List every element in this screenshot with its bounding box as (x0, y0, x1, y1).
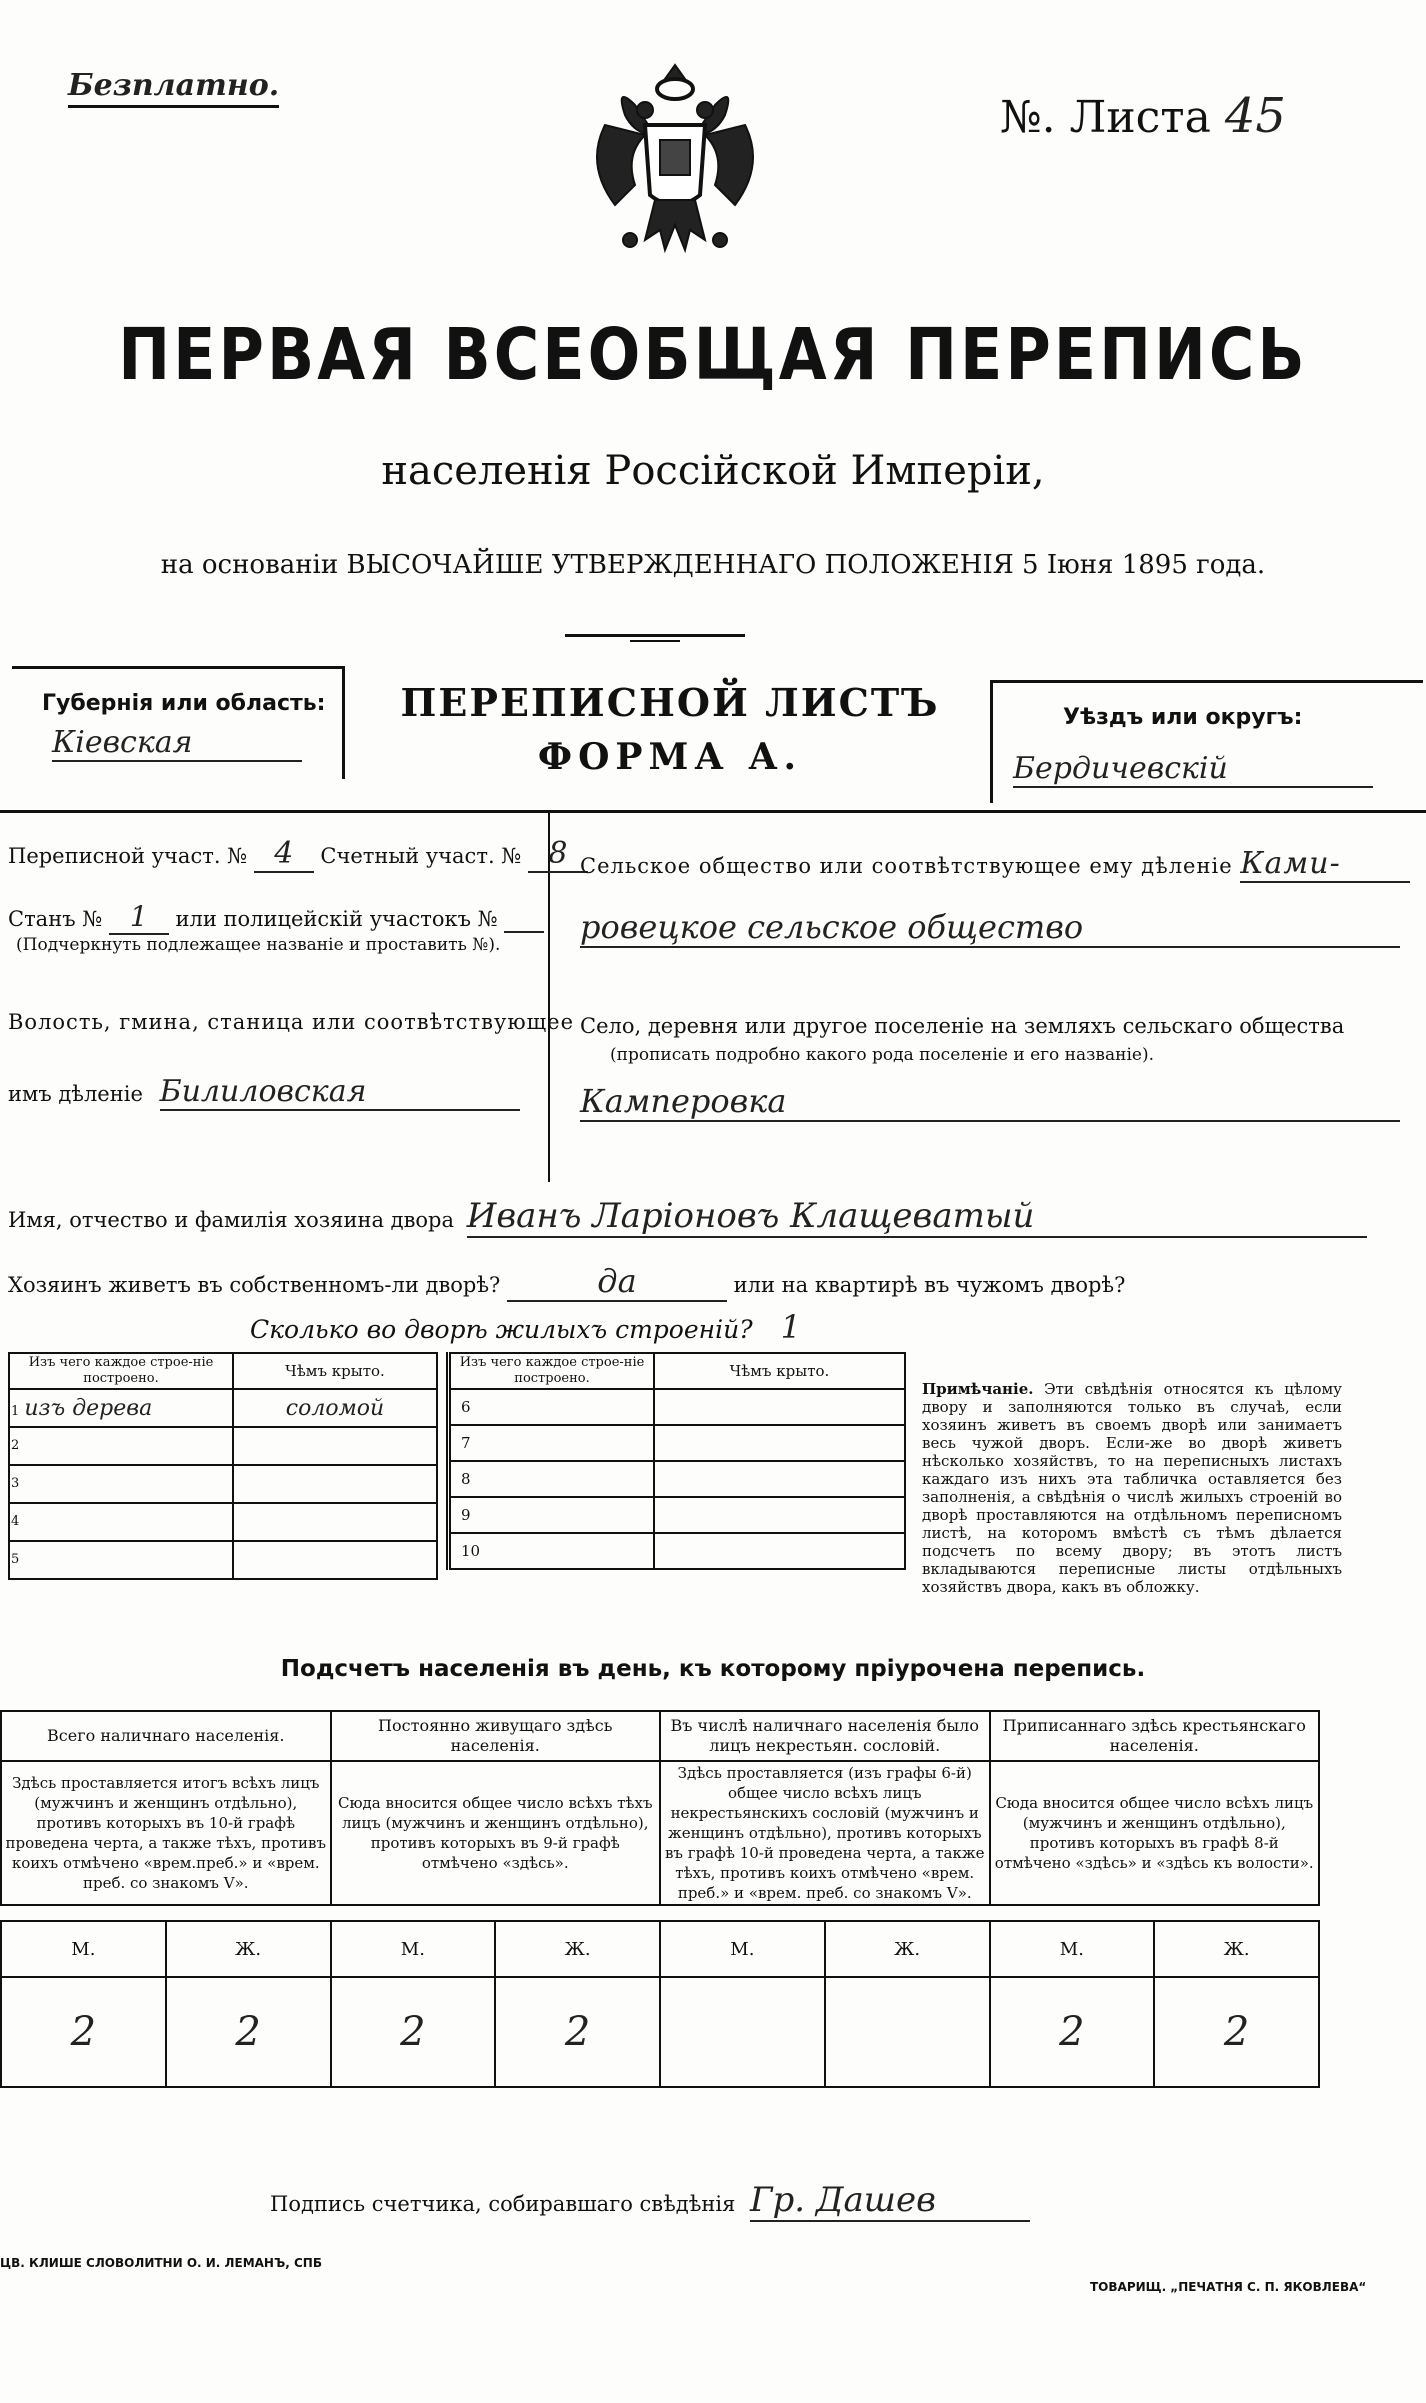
census-area-value: 4 (254, 836, 314, 873)
rent-label: или на квартирѣ въ чужомъ дворѣ? (733, 1273, 1126, 1297)
table-cell: 3 (9, 1465, 233, 1503)
society-value-1: Ками- (1240, 846, 1410, 883)
district-box (990, 680, 1423, 803)
male-label: М. (1, 1921, 166, 1977)
buildings-value: 1 (780, 1308, 801, 1346)
table-cell: соломой (233, 1389, 437, 1427)
stan-row (8, 900, 544, 935)
population-col-2-desc: Сюда вносится общее число всѣхъ тѣхъ лицъ (мужчинъ и женщинъ отдѣльно), противъ которыхъ въ 9-й графѣ отмѣчено «здѣсь». (331, 1761, 661, 1905)
table-cell (654, 1461, 905, 1497)
population-counts-table (0, 1920, 1320, 2088)
own-yard-value: да (507, 1262, 727, 1302)
roof-header: Чѣмъ крыто. (654, 1353, 905, 1389)
table-row (449, 1533, 906, 1569)
table-row (9, 1389, 437, 1427)
count-value: 2 (166, 1977, 331, 2087)
population-col-3-header: Въ числѣ наличнаго населенія было лицъ некрестьян. сословій. (660, 1711, 990, 1761)
table-cell: 1 изъ дерева (9, 1389, 233, 1427)
buildings-table-left (8, 1352, 438, 1580)
count-area-value: 8 (528, 836, 588, 873)
count-value (825, 1977, 990, 2087)
table-cell (233, 1503, 437, 1541)
census-area-row (8, 836, 588, 873)
table-cell: 7 (449, 1425, 655, 1461)
coat-of-arms-icon (575, 55, 775, 275)
table-cell: 10 (449, 1533, 655, 1569)
page-subtitle: населенія Россійской Имперіи, (381, 448, 1045, 494)
village-label: Село, деревня или другое поселеніе на земляхъ сельскаго общества (580, 1014, 1345, 1038)
male-label: М. (990, 1921, 1155, 1977)
table-cell (233, 1541, 437, 1579)
page-title: ПЕРВАЯ ВСЕОБЩАЯ ПЕРЕПИСЬ (118, 312, 1308, 397)
village-note: (прописать подробно какого рода поселеніе и его названіе). (610, 1045, 1154, 1065)
divider-short (630, 640, 680, 642)
population-col-4-header: Приписаннаго здѣсь крестьянскаго населенія. (990, 1711, 1320, 1761)
district-value: Бердичевскій (1013, 751, 1373, 788)
note-text: Эти свѣдѣнія относятся къ цѣлому двору и заполняются только въ случаѣ, если хозяинъ живетъ въ своемъ дворѣ или занимаетъ весь чужой дворъ. Если-же во дворѣ живетъ нѣсколько хозяйствъ, то на переписныхъ листахъ каждаго изъ нихъ эта табличка оставляется без заполненія, а свѣдѣнія о числѣ жилыхъ строеній во дворѣ проставляются на отдѣльномъ переписномъ листѣ, на которомъ вмѣстѣ съ тѣмъ дѣлается подсчетъ по всему двору; въ этотъ листъ вкладываются переписные листы отдѣльныхъ хозяйствъ двора, какъ въ обложку. (922, 1380, 1342, 1596)
footer-right: ТОВАРИЩ. „ПЕЧАТНЯ С. П. ЯКОВЛЕВА“ (1090, 2280, 1367, 2294)
signature-value: Гр. Дашев (750, 2180, 1030, 2222)
material-header: Изъ чего каждое строе-ніе построено. (9, 1353, 233, 1389)
divider (565, 634, 745, 637)
table-cell (654, 1389, 905, 1425)
table-cell (654, 1425, 905, 1461)
province-value: Кіевская (52, 725, 302, 762)
table-row (449, 1497, 906, 1533)
police-value (504, 907, 544, 933)
material-header: Изъ чего каждое строе-ніе построено. (449, 1353, 655, 1389)
table-row (9, 1427, 437, 1465)
owner-name-label: Имя, отчество и фамилія хозяина двора (8, 1208, 455, 1232)
note-box (922, 1380, 1342, 1596)
sheet-number-label: №. Листа (1000, 92, 1211, 143)
form-title: ПЕРЕПИСНОЙ ЛИСТЪ (400, 680, 940, 725)
legal-basis: на основаніи ВЫСОЧАЙШЕ УТВЕРЖДЕННАГО ПОЛОЖЕНІЯ 5 Іюня 1895 года. (160, 550, 1266, 580)
province-box (12, 666, 345, 779)
table-cell: 9 (449, 1497, 655, 1533)
female-label: Ж. (495, 1921, 660, 1977)
table-row (449, 1389, 906, 1425)
stan-label: Станъ № (8, 907, 103, 931)
signature-label: Подпись счетчика, собиравшаго свѣдѣнія (270, 2192, 736, 2216)
count-value: 2 (331, 1977, 496, 2087)
count-value: 2 (990, 1977, 1155, 2087)
table-row (449, 1461, 906, 1497)
footer-left: ЦВ. КЛИШЕ СЛОВОЛИТНИ О. И. ЛЕМАНЪ, СПБ (0, 2256, 322, 2270)
owner-name-row (8, 1196, 1367, 1238)
society-label: Сельское общество или соотвѣтствующее ему дѣленіе (580, 854, 1233, 878)
police-note: (Подчеркнуть подлежащее названіе и проставить №). (16, 935, 501, 955)
table-cell: 4 (9, 1503, 233, 1541)
society-row (580, 846, 1410, 883)
sheet-number-value: 45 (1224, 88, 1286, 144)
table-row (9, 1503, 437, 1541)
signature-row (270, 2180, 1030, 2222)
population-col-3-desc: Здѣсь проставляется (изъ графы 6-й) общее число всѣхъ лицъ некрестьянскихъ сословій (мужчинъ и женщинъ отдѣльно), противъ которыхъ въ графѣ 10-й проведена черта, а также тѣхъ, противъ коихъ отмѣчено «врем. преб.» и «врем. преб. со знакомъ V». (660, 1761, 990, 1905)
population-col-4-desc: Сюда вносится общее число всѣхъ лицъ (мужчинъ и женщинъ отдѣльно), противъ которыхъ въ графѣ 8-й отмѣчено «здѣсь» и «здѣсь къ волости». (990, 1761, 1320, 1905)
form-name: ФОРМА А. (537, 736, 803, 778)
count-value: 2 (1154, 1977, 1319, 2087)
population-col-1-desc: Здѣсь проставляется итогъ всѣхъ лицъ (мужчинъ и женщинъ отдѣльно), противъ которыхъ въ 10-й графѣ проведена черта, а также тѣхъ, противъ коихъ отмѣчено «врем.преб.» и «врем. преб. со знакомъ V». (1, 1761, 331, 1905)
roof-header: Чѣмъ крыто. (233, 1353, 437, 1389)
count-value: 2 (495, 1977, 660, 2087)
table-cell (654, 1533, 905, 1569)
table-cell: 6 (449, 1389, 655, 1425)
stan-value: 1 (109, 900, 169, 935)
own-yard-row (8, 1262, 1125, 1302)
male-label: М. (660, 1921, 825, 1977)
sheet-number (1000, 88, 1286, 144)
buildings-row (250, 1308, 801, 1346)
female-label: Ж. (1154, 1921, 1319, 1977)
village-value: Камперовка (580, 1082, 1400, 1122)
female-label: Ж. (825, 1921, 990, 1977)
buildings-table-right (446, 1352, 906, 1570)
count-value (660, 1977, 825, 2087)
volost-label: Волость, гмина, станица или соотвѣтствующее (8, 1010, 575, 1034)
form-rule (0, 810, 1426, 813)
district-label: Уѣздъ или округъ: (1063, 705, 1303, 730)
female-label: Ж. (166, 1921, 331, 1977)
volost-row (8, 1074, 520, 1111)
note-title: Примѣчаніе. (922, 1380, 1034, 1398)
table-cell (654, 1497, 905, 1533)
population-title: Подсчетъ населенія въ день, къ которому пріурочена перепись. (280, 1656, 1146, 1682)
table-cell (233, 1465, 437, 1503)
table-cell: 2 (9, 1427, 233, 1465)
volost-label-2: имъ дѣленіе (8, 1082, 143, 1106)
table-cell: 8 (449, 1461, 655, 1497)
population-col-2-header: Постоянно живущаго здѣсь населенія. (331, 1711, 661, 1761)
table-row (449, 1425, 906, 1461)
male-label: М. (331, 1921, 496, 1977)
free-label: Безплатно. (68, 68, 279, 108)
society-value-2: ровецкое сельское общество (580, 908, 1400, 948)
count-value: 2 (1, 1977, 166, 2087)
buildings-label: Сколько во дворѣ жилыхъ строеній? (250, 1315, 753, 1344)
owner-name-value: Иванъ Ларіоновъ Клащеватый (467, 1196, 1367, 1238)
census-area-label: Переписной участ. № (8, 844, 248, 868)
count-area-label: Счетный участ. № (320, 844, 522, 868)
police-label: или полицейскій участокъ № (175, 907, 498, 931)
province-label: Губернія или область: (42, 691, 326, 716)
volost-value: Билиловская (160, 1074, 520, 1111)
population-table (0, 1710, 1320, 1906)
table-row (9, 1465, 437, 1503)
table-cell: 5 (9, 1541, 233, 1579)
table-row (9, 1541, 437, 1579)
table-cell (233, 1427, 437, 1465)
population-col-1-header: Всего наличнаго населенія. (1, 1711, 331, 1761)
own-yard-label: Хозяинъ живетъ въ собственномъ-ли дворѣ? (8, 1273, 501, 1297)
